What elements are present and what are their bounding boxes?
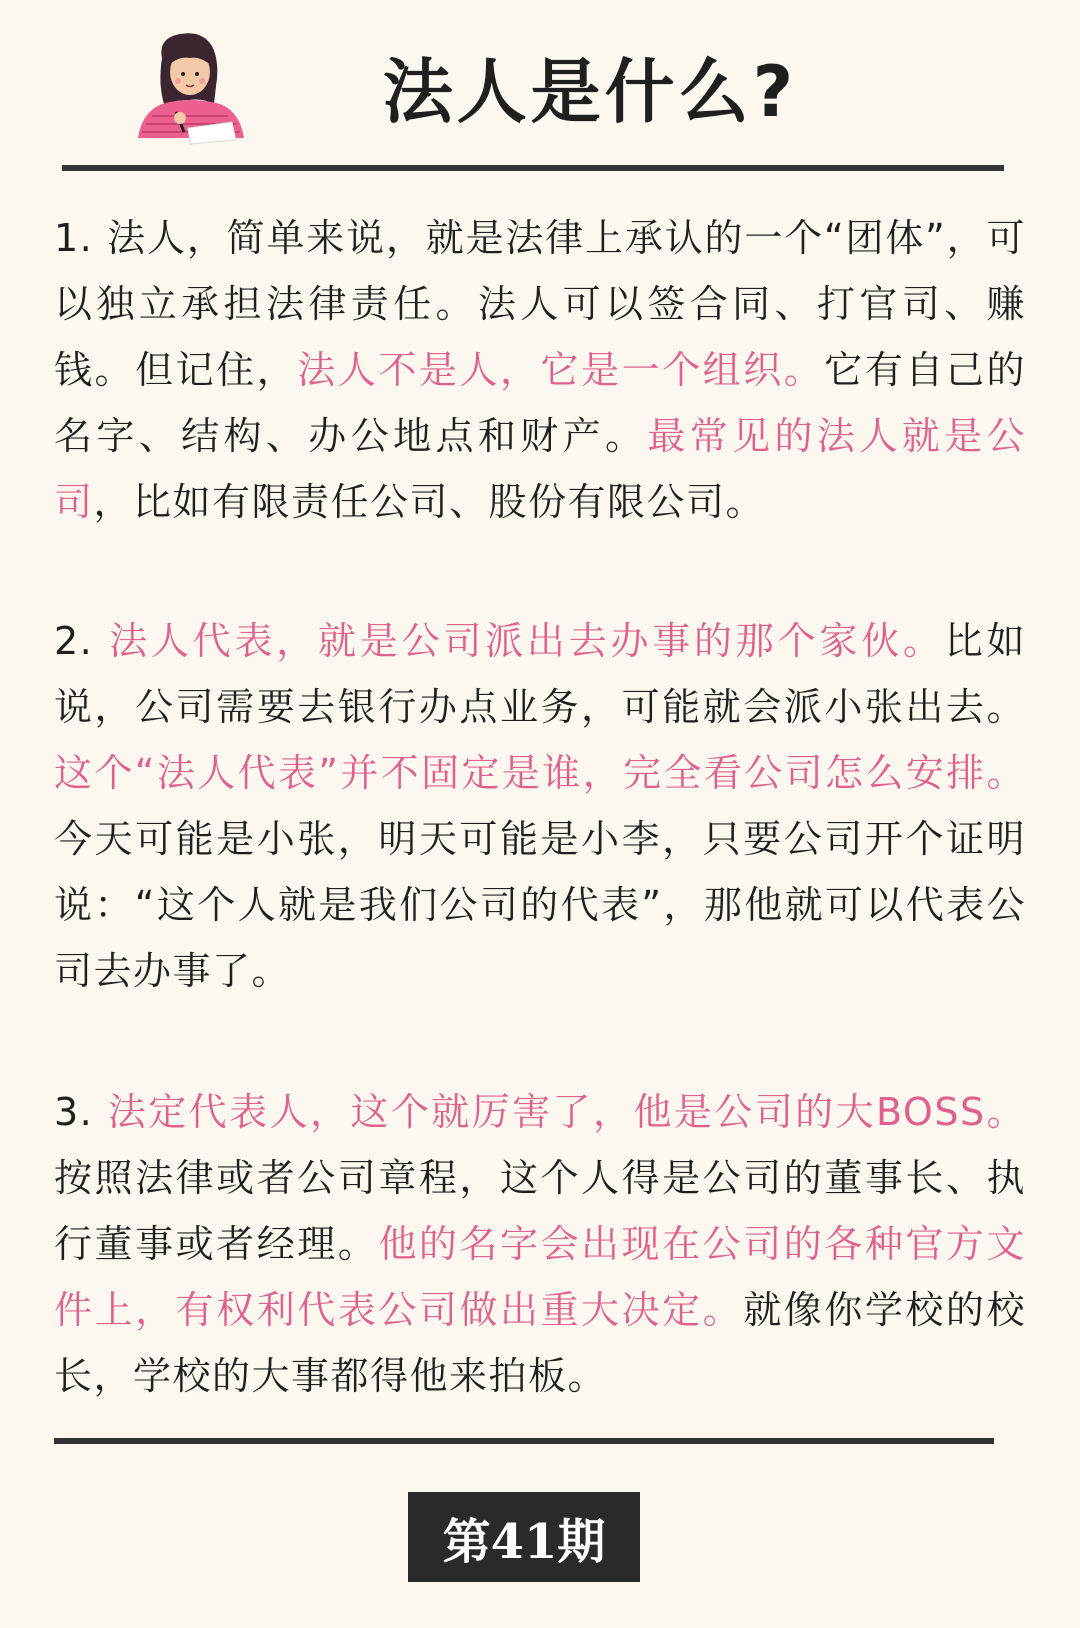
page-title: 法人是什么? xyxy=(382,51,798,133)
issue-number: 第41期 xyxy=(442,1513,606,1570)
top-divider xyxy=(62,165,1004,171)
bottom-divider xyxy=(54,1438,994,1444)
paragraph-text: 它有自己的名字、结构、办公地点和财产。 xyxy=(54,348,1026,458)
highlight-text: 他的名字会出现在公司的各种官方文件上，有权利代表公司做出重大决定。 xyxy=(54,1222,1026,1332)
paragraph-3 xyxy=(54,1079,1026,1409)
paragraph-index: 3. xyxy=(54,1090,108,1134)
paragraph-text: 今天可能是小张，明天可能是小李，只要公司开个证明说：“这个人就是我们公司的代表”，那他就可以代表公司去办事了。 xyxy=(54,817,1026,993)
paragraph-1 xyxy=(54,205,1026,535)
highlight-text: 法人不是人，它是一个组织。 xyxy=(297,348,825,392)
highlight-text: 这个“法人代表”并不固定是谁，完全看公司怎么安排。 xyxy=(54,751,1026,795)
highlight-text: 最常见的法人就是公司 xyxy=(54,414,1026,524)
paragraph-index: 2. xyxy=(54,619,110,663)
paragraph-index: 1. xyxy=(54,216,108,260)
highlight-text: 法定代表人，这个就厉害了，他是公司的大BOSS。 xyxy=(107,1090,1026,1134)
paragraph-text: 法人，简单来说，就是法律上承认的一个“团体”，可以独立承担法律责任。法人可以签合同、打官司、赚钱。但记住， xyxy=(54,216,1026,392)
girl-writing-icon xyxy=(128,28,252,146)
paragraph-text: 按照法律或者公司章程，这个人得是公司的董事长、执行董事或者经理。 xyxy=(54,1156,1026,1266)
paragraph-text: 比如说，公司需要去银行办点业务，可能就会派小张出去。 xyxy=(54,619,1026,729)
highlight-text: 法人代表，就是公司派出去办事的那个家伙。 xyxy=(109,619,945,663)
issue-badge xyxy=(408,1492,640,1582)
paragraph-2 xyxy=(54,608,1026,1004)
paragraph-text: ，比如有限责任公司、股份有限公司。 xyxy=(93,480,766,524)
paragraph-text: 就像你学校的校长，学校的大事都得他来拍板。 xyxy=(54,1288,1026,1398)
header xyxy=(0,0,1080,165)
